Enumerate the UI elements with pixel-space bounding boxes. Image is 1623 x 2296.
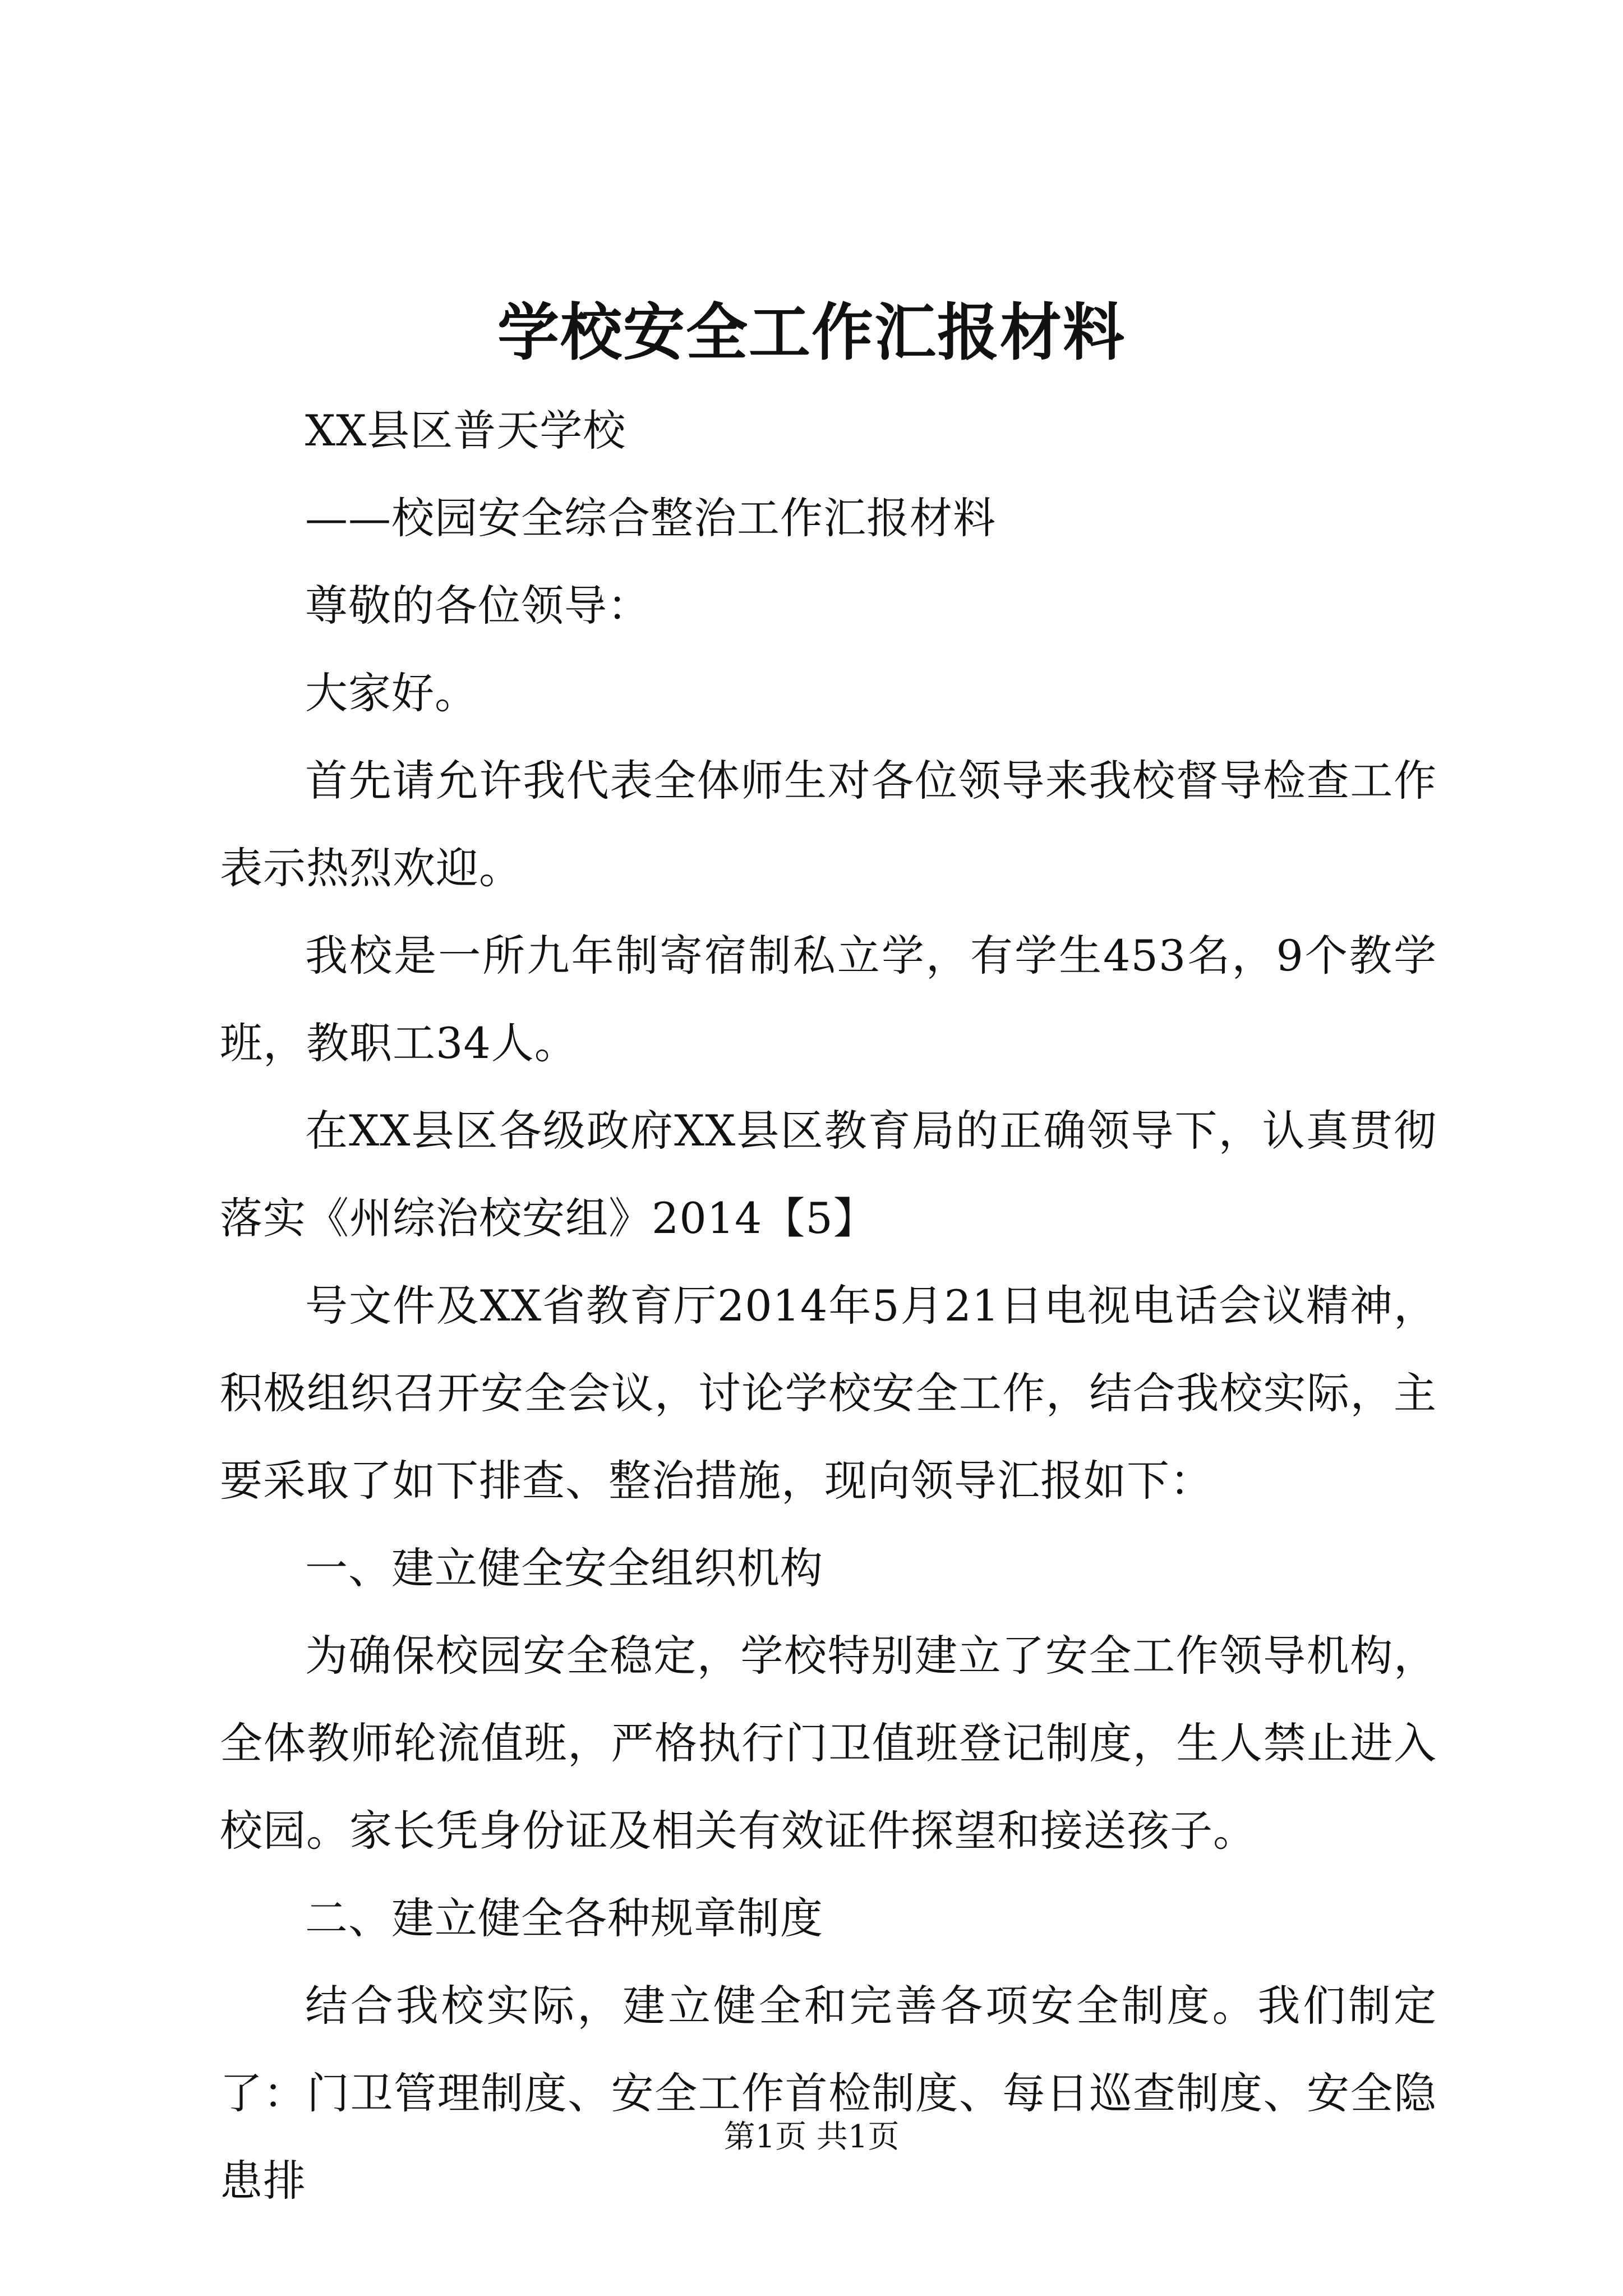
paragraph-subtitle: ——校园安全综合整治工作汇报材料 [305,493,996,543]
paragraph-measures: 号文件及XX省教育厅2014年5月21日电视电话会议精神，积极组织召开安全会议，讨论学校安全工作，结合我校实际，主要采取了如下排查、整治措施，现向领导汇报如下： [220,1281,1437,1506]
document-title: 学校安全工作汇报材料 [497,296,1126,369]
paragraph-section-1: 为确保校园安全稳定，学校特别建立了安全工作领导机构，全体教师轮流值班，严格执行门卫值班登记制度，生人禁止进入校园。家长凭身份证及相关有效证件探望和接送孩子。 [220,1631,1437,1856]
section-heading-2: 二、建立健全各种规章制度 [305,1893,823,1943]
section-heading-1: 一、建立健全安全组织机构 [305,1543,823,1593]
paragraph-welcome: 首先请允许我代表全体师生对各位领导来我校督导检查工作表示热烈欢迎。 [220,756,1437,893]
page-number-footer: 第1页 共1页 [723,2119,900,2155]
paragraph-school-name: XX县区普天学校 [305,406,626,455]
paragraph-leadership: 在XX县区各级政府XX县区教育局的正确领导下，认真贯彻落实《州综治校安组》2014【5】 [220,1106,1437,1243]
document-body [220,387,1437,2225]
paragraph-school-info: 我校是一所九年制寄宿制私立学，有学生453名，9个教学班，教职工34人。 [220,931,1437,1068]
paragraph-section-2: 结合我校实际，建立健全和完善各项安全制度。我们制定了：门卫管理制度、安全工作首检制度、每日巡查制度、安全隐患排 [220,1981,1437,2206]
paragraph-greeting: 大家好。 [305,668,478,718]
paragraph-salutation: 尊敬的各位领导： [305,581,651,631]
